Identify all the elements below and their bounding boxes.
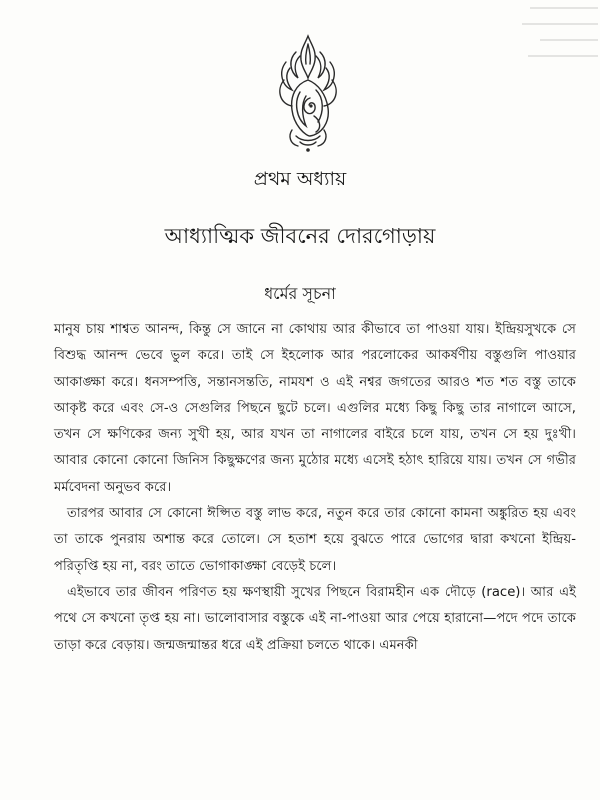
- bleed-through-text: [510, 0, 600, 70]
- chapter-title: আধ্যাত্মিক জীবনের দোরগোড়ায়: [164, 224, 436, 248]
- paragraph-3: এইভাবে তার জীবন পরিণত হয় ক্ষণস্থায়ী সুখের পিছনে বিরামহীন এক দৌড়ে (race)। আর এই পথে সে কখনো তৃপ্ত হয় না। ভালোবাসার বস্তুকে এই না-পাওয়া আর পেয়ে হারানো—পদে পদে তাকে তাড়া করে বেড়ায়। জন্মজন্মান্তর ধরে এই প্রক্রিয়া চলতে থাকে। এমনকী: [54, 584, 576, 653]
- body-text: [54, 317, 576, 659]
- ornament-icon: [270, 32, 346, 156]
- section-heading: ধর্মের সূচনা: [264, 284, 336, 303]
- paragraph-1: মানুষ চায় শাশ্বত আনন্দ, কিন্তু সে জানে না কোথায় আর কীভাবে তা পাওয়া যায়। ইন্দ্রিয়সুখকে সে বিশুদ্ধ আনন্দ ভেবে ভুল করে। তাই সে ইহলোক আর পরলোকের আকর্ষণীয় বস্তুগুলি পাওয়ার আকাঙ্ক্ষা করে। ধনসম্পত্তি, সন্তানসন্ততি, নামযশ ও এই নশ্বর জগতের আরও শত শত বস্তু তাকে আকৃষ্ট করে এবং সে-ও সেগুলির পিছনে ছুটে চলে। এগুলির মধ্যে কিছু কিছু তার নাগালে আসে, তখন সে ক্ষণিকের জন্য সুখী হয়, আর যখন তা নাগালের বাইরে চলে যায়, তখন সে হয় দুঃখী। আবার কোনো কোনো জিনিস কিছুক্ষণের জন্য মুঠোর মধ্যে এসেই হঠাৎ হারিয়ে যায়। তখন সে গভীর মর্মবেদনা অনুভব করে।: [54, 322, 576, 495]
- paragraph-2: তারপর আবার সে কোনো ঈপ্সিত বস্তু লাভ করে, নতুন করে তার কোনো কামনা অঙ্কুরিত হয় এবং তা তাকে পুনরায় অশান্ত করে তোলে। সে হতাশ হয়ে বুঝতে পারে ভোগের দ্বারা কখনো ইন্দ্রিয়-পরিতৃপ্তি হয় না, বরং তাতে ভোগাকাঙ্ক্ষা বেড়েই চলে।: [54, 506, 576, 574]
- chapter-heading: প্রথম অধ্যায়: [253, 168, 347, 190]
